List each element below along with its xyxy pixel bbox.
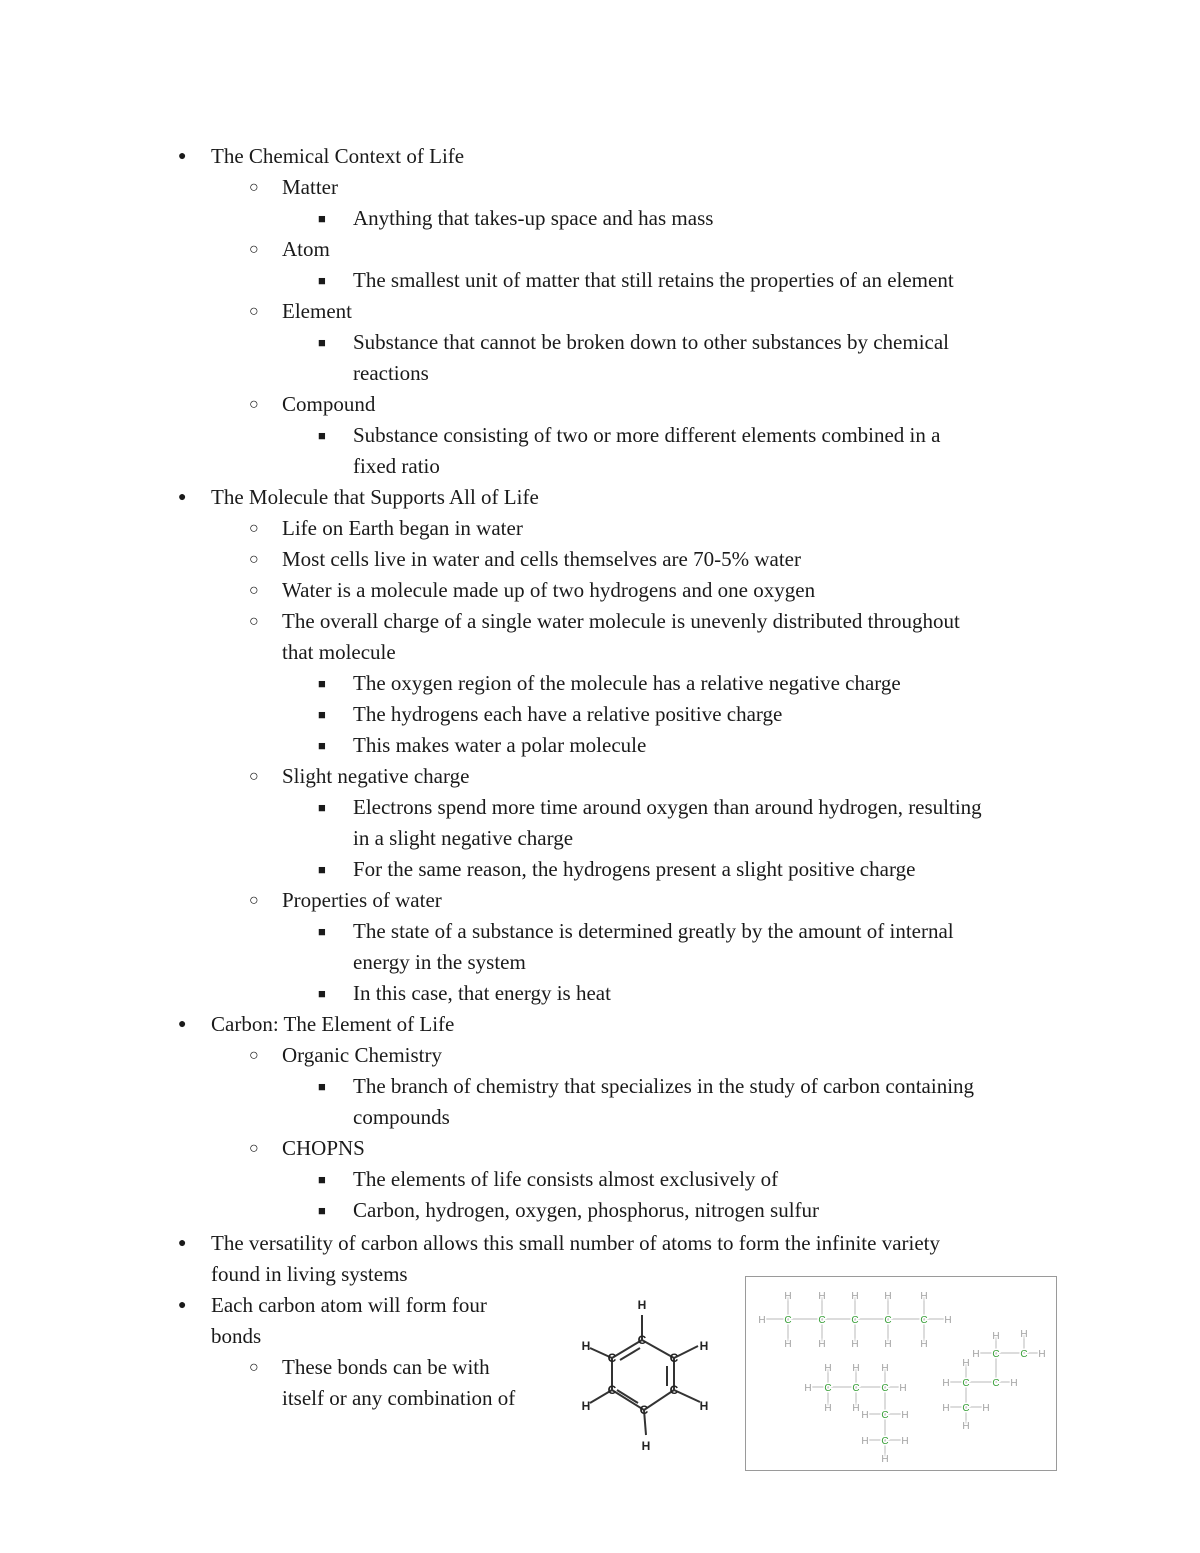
chain-atom-h: H <box>824 1403 832 1414</box>
benzene-atom-c: C <box>639 1403 649 1417</box>
outline-line: Carbon, hydrogen, oxygen, phosphorus, nitrogen sulfur <box>353 1198 820 1222</box>
outline-line: The smallest unit of matter that still retains the properties of an element <box>353 268 954 292</box>
chain-atom-h: H <box>884 1291 892 1302</box>
bullet-level3: ■ <box>318 924 326 939</box>
chain-atom-h: H <box>962 1421 970 1432</box>
outline-line-continued: that molecule <box>282 640 396 664</box>
outline-line: The versatility of carbon allows this small number of atoms to form the infinite variety <box>211 1231 940 1255</box>
outline-line: The Molecule that Supports All of Life <box>211 485 539 509</box>
bullet-level2: ○ <box>249 1140 259 1157</box>
chain-atom-h: H <box>881 1454 889 1465</box>
bullet-level1: ● <box>178 1236 187 1251</box>
outline-line: The oxygen region of the molecule has a relative negative charge <box>353 671 901 695</box>
chain-atom-h: H <box>901 1410 909 1421</box>
chain-atom-h: H <box>942 1378 950 1389</box>
outline-line: Electrons spend more time around oxygen than around hydrogen, resulting <box>353 795 982 819</box>
chain-atom-h: H <box>920 1339 928 1350</box>
chain-atom-c: C <box>784 1315 792 1326</box>
outline-line-continued: energy in the system <box>353 950 526 974</box>
outline-line: The branch of chemistry that specializes in the study of carbon containing <box>353 1074 975 1098</box>
bullet-level3: ■ <box>318 1079 326 1094</box>
outline-line: This makes water a polar molecule <box>353 733 647 757</box>
bullet-level3: ■ <box>318 738 326 753</box>
chain-atom-c: C <box>824 1383 832 1394</box>
chain-atom-h: H <box>942 1403 950 1414</box>
chain-atom-c: C <box>992 1349 1000 1360</box>
bullet-level2: ○ <box>249 892 259 909</box>
bullet-level2: ○ <box>249 520 259 537</box>
chain-atom-h: H <box>852 1363 860 1374</box>
outline-line: Compound <box>282 392 376 416</box>
chain-atom-h: H <box>901 1436 909 1447</box>
bullet-level3: ■ <box>318 986 326 1001</box>
bullet-level3: ■ <box>318 862 326 877</box>
bullet-level3: ■ <box>318 211 326 226</box>
chain-atom-h: H <box>920 1291 928 1302</box>
outline-line: Carbon: The Element of Life <box>211 1012 455 1036</box>
outline-line: The elements of life consists almost exclusively of <box>353 1167 779 1191</box>
chain-atom-h: H <box>758 1315 766 1326</box>
outline-line: Anything that takes-up space and has mass <box>353 206 714 230</box>
bullet-level3: ■ <box>318 335 326 350</box>
benzene-atom-c: C <box>669 1351 679 1365</box>
bullet-level3: ■ <box>318 707 326 722</box>
chain-atom-h: H <box>881 1363 889 1374</box>
chain-atom-h: H <box>804 1383 812 1394</box>
chain-atom-c: C <box>881 1410 889 1421</box>
outline-line-continued: in a slight negative charge <box>353 826 574 850</box>
chain-atom-h: H <box>818 1291 826 1302</box>
chain-atom-c: C <box>962 1403 970 1414</box>
bullet-level3: ■ <box>318 800 326 815</box>
outline-line: The state of a substance is determined greatly by the amount of internal <box>353 919 954 943</box>
benzene-atom-h: H <box>581 1399 591 1413</box>
carbon-chains-figure <box>745 1276 1057 1471</box>
bullet-level3: ■ <box>318 1203 326 1218</box>
chain-atom-h: H <box>784 1339 792 1350</box>
chain-atom-h: H <box>861 1436 869 1447</box>
outline-line: Element <box>282 299 352 323</box>
chain-atom-h: H <box>851 1339 859 1350</box>
benzene-atom-c: C <box>607 1351 617 1365</box>
bullet-level1: ● <box>178 490 187 505</box>
chain-atom-c: C <box>1020 1349 1028 1360</box>
chain-atom-h: H <box>992 1331 1000 1342</box>
chain-atom-h: H <box>824 1363 832 1374</box>
benzene-structure <box>570 1290 720 1465</box>
bullet-level2: ○ <box>249 1047 259 1064</box>
outline-line: CHOPNS <box>282 1136 365 1160</box>
benzene-atom-c: C <box>669 1383 679 1397</box>
chain-atom-h: H <box>818 1339 826 1350</box>
chain-atom-h: H <box>884 1339 892 1350</box>
outline-line: The hydrogens each have a relative positive charge <box>353 702 783 726</box>
chain-atom-c: C <box>920 1315 928 1326</box>
outline-line: Organic Chemistry <box>282 1043 443 1067</box>
chain-atom-h: H <box>861 1410 869 1421</box>
bullet-level1: ● <box>178 1017 187 1032</box>
outline-line-continued: compounds <box>353 1105 450 1129</box>
outline-line: For the same reason, the hydrogens present a slight positive charge <box>353 857 916 881</box>
chain-atom-c: C <box>962 1378 970 1389</box>
chain-atom-h: H <box>1020 1329 1028 1340</box>
chain-atom-h: H <box>982 1403 990 1414</box>
bullet-level2: ○ <box>249 303 259 320</box>
chain-atom-h: H <box>899 1383 907 1394</box>
bullet-level2: ○ <box>249 582 259 599</box>
outline-line: The Chemical Context of Life <box>211 144 465 168</box>
carbon-chains-drawing <box>746 1277 1056 1470</box>
bullet-level1: ● <box>178 1298 187 1313</box>
benzene-atom-h: H <box>581 1339 591 1353</box>
outline-line: Water is a molecule made up of two hydrogens and one oxygen <box>282 578 816 602</box>
chain-atom-h: H <box>944 1315 952 1326</box>
outline-line: Slight negative charge <box>282 764 470 788</box>
outline-line: Each carbon atom will form four <box>211 1293 487 1317</box>
outline-line: Atom <box>282 237 330 261</box>
bullet-level3: ■ <box>318 676 326 691</box>
outline-line: Most cells live in water and cells themselves are 70-5% water <box>282 547 801 571</box>
chain-atom-h: H <box>1038 1349 1046 1360</box>
benzene-atom-h: H <box>637 1298 647 1312</box>
outline-line: These bonds can be with <box>282 1355 490 1379</box>
outline-line-continued: reactions <box>353 361 429 385</box>
benzene-atom-h: H <box>699 1339 709 1353</box>
outline-line: Life on Earth began in water <box>282 516 523 540</box>
bullet-level2: ○ <box>249 768 259 785</box>
benzene-atom-h: H <box>699 1399 709 1413</box>
chain-atom-h: H <box>784 1291 792 1302</box>
chain-atom-h: H <box>852 1403 860 1414</box>
bullet-level2: ○ <box>249 179 259 196</box>
bullet-level3: ■ <box>318 273 326 288</box>
chain-atom-h: H <box>972 1349 980 1360</box>
outline-line-continued: itself or any combination of <box>282 1386 516 1410</box>
benzene-atom-c: C <box>637 1333 647 1347</box>
chain-atom-c: C <box>851 1315 859 1326</box>
chain-atom-c: C <box>818 1315 826 1326</box>
bullet-level2: ○ <box>249 241 259 258</box>
outline-line: In this case, that energy is heat <box>353 981 611 1005</box>
bullet-level1: ● <box>178 149 187 164</box>
benzene-atom-c: C <box>607 1383 617 1397</box>
chain-atom-c: C <box>992 1378 1000 1389</box>
bullet-level3: ■ <box>318 1172 326 1187</box>
chain-atom-c: C <box>884 1315 892 1326</box>
outline-line-continued: fixed ratio <box>353 454 440 478</box>
chain-atom-c: C <box>881 1383 889 1394</box>
bullet-level2: ○ <box>249 1359 259 1376</box>
chain-atom-h: H <box>962 1358 970 1369</box>
outline-line: Substance that cannot be broken down to other substances by chemical <box>353 330 949 354</box>
bullet-level2: ○ <box>249 551 259 568</box>
chain-atom-h: H <box>1010 1378 1018 1389</box>
chain-atom-c: C <box>881 1436 889 1447</box>
outline-line-continued: found in living systems <box>211 1262 408 1286</box>
outline-line: Substance consisting of two or more different elements combined in a <box>353 423 941 447</box>
outline-line: Matter <box>282 175 338 199</box>
outline-line-continued: bonds <box>211 1324 262 1348</box>
benzene-atom-h: H <box>641 1439 651 1453</box>
outline-line: The overall charge of a single water molecule is unevenly distributed throughout <box>282 609 960 633</box>
bullet-level2: ○ <box>249 396 259 413</box>
chain-atom-c: C <box>852 1383 860 1394</box>
bullet-level2: ○ <box>249 613 259 630</box>
outline-line: Properties of water <box>282 888 442 912</box>
chain-atom-h: H <box>851 1291 859 1302</box>
bullet-level3: ■ <box>318 428 326 443</box>
